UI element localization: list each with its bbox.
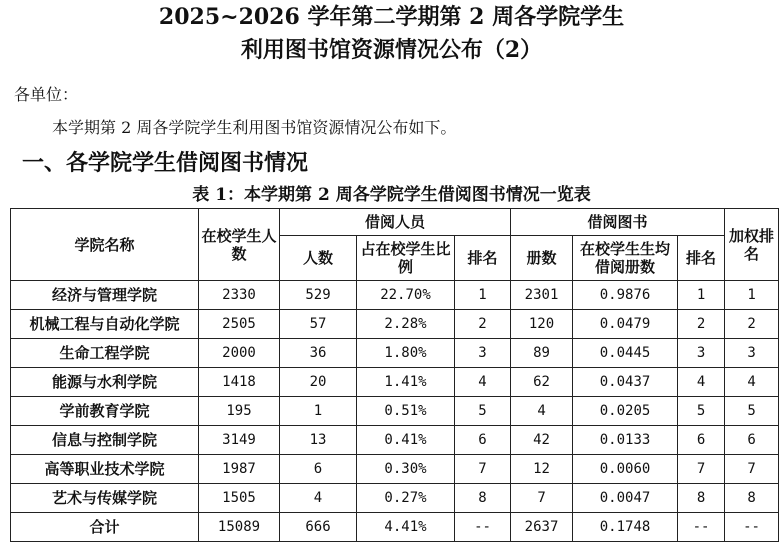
cell-people: 6 — [280, 455, 357, 484]
cell-rank2: 8 — [678, 484, 725, 513]
cell-per-capita: 0.1748 — [573, 513, 678, 542]
cell-enrolled: 2505 — [199, 310, 280, 339]
cell-weighted: 5 — [725, 397, 779, 426]
cell-enrolled: 3149 — [199, 426, 280, 455]
cell-per-capita: 0.0479 — [573, 310, 678, 339]
cell-weighted: 6 — [725, 426, 779, 455]
cell-people: 13 — [280, 426, 357, 455]
cell-per-capita: 0.0047 — [573, 484, 678, 513]
cell-name: 机械工程与自动化学院 — [11, 310, 199, 339]
cell-enrolled: 1987 — [199, 455, 280, 484]
header-college: 学院名称 — [11, 209, 199, 281]
cell-weighted: 4 — [725, 368, 779, 397]
cell-ratio: 22.70% — [357, 281, 455, 310]
cell-enrolled: 1418 — [199, 368, 280, 397]
cell-people: 36 — [280, 339, 357, 368]
header-borrowers-group: 借阅人员 — [280, 209, 511, 236]
header-people: 人数 — [280, 236, 357, 281]
cell-name: 艺术与传媒学院 — [11, 484, 199, 513]
cell-per-capita: 0.0437 — [573, 368, 678, 397]
cell-per-capita: 0.0205 — [573, 397, 678, 426]
cell-ratio: 1.80% — [357, 339, 455, 368]
cell-volumes: 89 — [511, 339, 573, 368]
cell-volumes: 120 — [511, 310, 573, 339]
cell-name: 能源与水利学院 — [11, 368, 199, 397]
cell-rank2: 1 — [678, 281, 725, 310]
cell-weighted: 2 — [725, 310, 779, 339]
cell-rank: 2 — [455, 310, 511, 339]
cell-rank2: 7 — [678, 455, 725, 484]
cell-enrolled: 15089 — [199, 513, 280, 542]
table-row — [11, 339, 779, 368]
table-row — [11, 455, 779, 484]
header-ratio: 占在校学生比例 — [357, 236, 455, 281]
intro-paragraph: 本学期第 2 周各学院学生利用图书馆资源情况公布如下。 — [52, 118, 457, 137]
cell-per-capita: 0.0060 — [573, 455, 678, 484]
cell-ratio: 0.41% — [357, 426, 455, 455]
cell-volumes: 2301 — [511, 281, 573, 310]
cell-people: 529 — [280, 281, 357, 310]
cell-rank: 7 — [455, 455, 511, 484]
header-rank: 排名 — [455, 236, 511, 281]
cell-volumes: 2637 — [511, 513, 573, 542]
cell-per-capita: 0.9876 — [573, 281, 678, 310]
cell-enrolled: 2330 — [199, 281, 280, 310]
cell-volumes: 4 — [511, 397, 573, 426]
section-heading: 一、各学院学生借阅图书情况 — [22, 150, 309, 176]
table-row — [11, 513, 779, 542]
cell-volumes: 12 — [511, 455, 573, 484]
cell-volumes: 62 — [511, 368, 573, 397]
cell-rank: 1 — [455, 281, 511, 310]
table-row — [11, 426, 779, 455]
cell-rank2: -- — [678, 513, 725, 542]
header-volumes: 册数 — [511, 236, 573, 281]
cell-rank: 3 — [455, 339, 511, 368]
table-row — [11, 281, 779, 310]
cell-name: 生命工程学院 — [11, 339, 199, 368]
cell-rank2: 6 — [678, 426, 725, 455]
cell-people: 20 — [280, 368, 357, 397]
cell-weighted: -- — [725, 513, 779, 542]
cell-people: 4 — [280, 484, 357, 513]
borrowing-table — [10, 208, 779, 542]
cell-name: 信息与控制学院 — [11, 426, 199, 455]
cell-rank: 6 — [455, 426, 511, 455]
cell-enrolled: 1505 — [199, 484, 280, 513]
cell-rank: 4 — [455, 368, 511, 397]
cell-ratio: 0.30% — [357, 455, 455, 484]
cell-ratio: 0.51% — [357, 397, 455, 426]
cell-weighted: 3 — [725, 339, 779, 368]
header-per-capita: 在校学生生均借阅册数 — [573, 236, 678, 281]
cell-rank2: 3 — [678, 339, 725, 368]
cell-enrolled: 2000 — [199, 339, 280, 368]
table-row — [11, 310, 779, 339]
cell-name: 学前教育学院 — [11, 397, 199, 426]
header-rank2: 排名 — [678, 236, 725, 281]
cell-people: 57 — [280, 310, 357, 339]
table-row — [11, 484, 779, 513]
cell-per-capita: 0.0445 — [573, 339, 678, 368]
cell-rank2: 4 — [678, 368, 725, 397]
cell-name: 高等职业技术学院 — [11, 455, 199, 484]
cell-weighted: 7 — [725, 455, 779, 484]
table-row — [11, 397, 779, 426]
greeting: 各单位： — [14, 85, 79, 104]
cell-weighted: 8 — [725, 484, 779, 513]
header-enrolled: 在校学生人数 — [199, 209, 280, 281]
cell-rank: 5 — [455, 397, 511, 426]
cell-people: 1 — [280, 397, 357, 426]
cell-volumes: 7 — [511, 484, 573, 513]
header-weighted-rank: 加权排名 — [725, 209, 779, 281]
cell-rank2: 5 — [678, 397, 725, 426]
cell-rank: 8 — [455, 484, 511, 513]
cell-people: 666 — [280, 513, 357, 542]
cell-per-capita: 0.0133 — [573, 426, 678, 455]
cell-volumes: 42 — [511, 426, 573, 455]
cell-name: 合计 — [11, 513, 199, 542]
cell-ratio: 1.41% — [357, 368, 455, 397]
cell-ratio: 4.41% — [357, 513, 455, 542]
cell-rank2: 2 — [678, 310, 725, 339]
cell-enrolled: 195 — [199, 397, 280, 426]
table-caption: 表 1：本学期第 2 周各学院学生借阅图书情况一览表 — [192, 185, 591, 205]
table-row — [11, 368, 779, 397]
header-books-group: 借阅图书 — [511, 209, 725, 236]
table-body — [11, 281, 779, 542]
document-title-line1: 2025~2026 学年第二学期第 2 周各学院学生 — [158, 4, 625, 30]
cell-ratio: 0.27% — [357, 484, 455, 513]
cell-rank: -- — [455, 513, 511, 542]
cell-ratio: 2.28% — [357, 310, 455, 339]
cell-name: 经济与管理学院 — [11, 281, 199, 310]
cell-weighted: 1 — [725, 281, 779, 310]
document-title-line2: 利用图书馆资源情况公布（2） — [240, 37, 543, 63]
